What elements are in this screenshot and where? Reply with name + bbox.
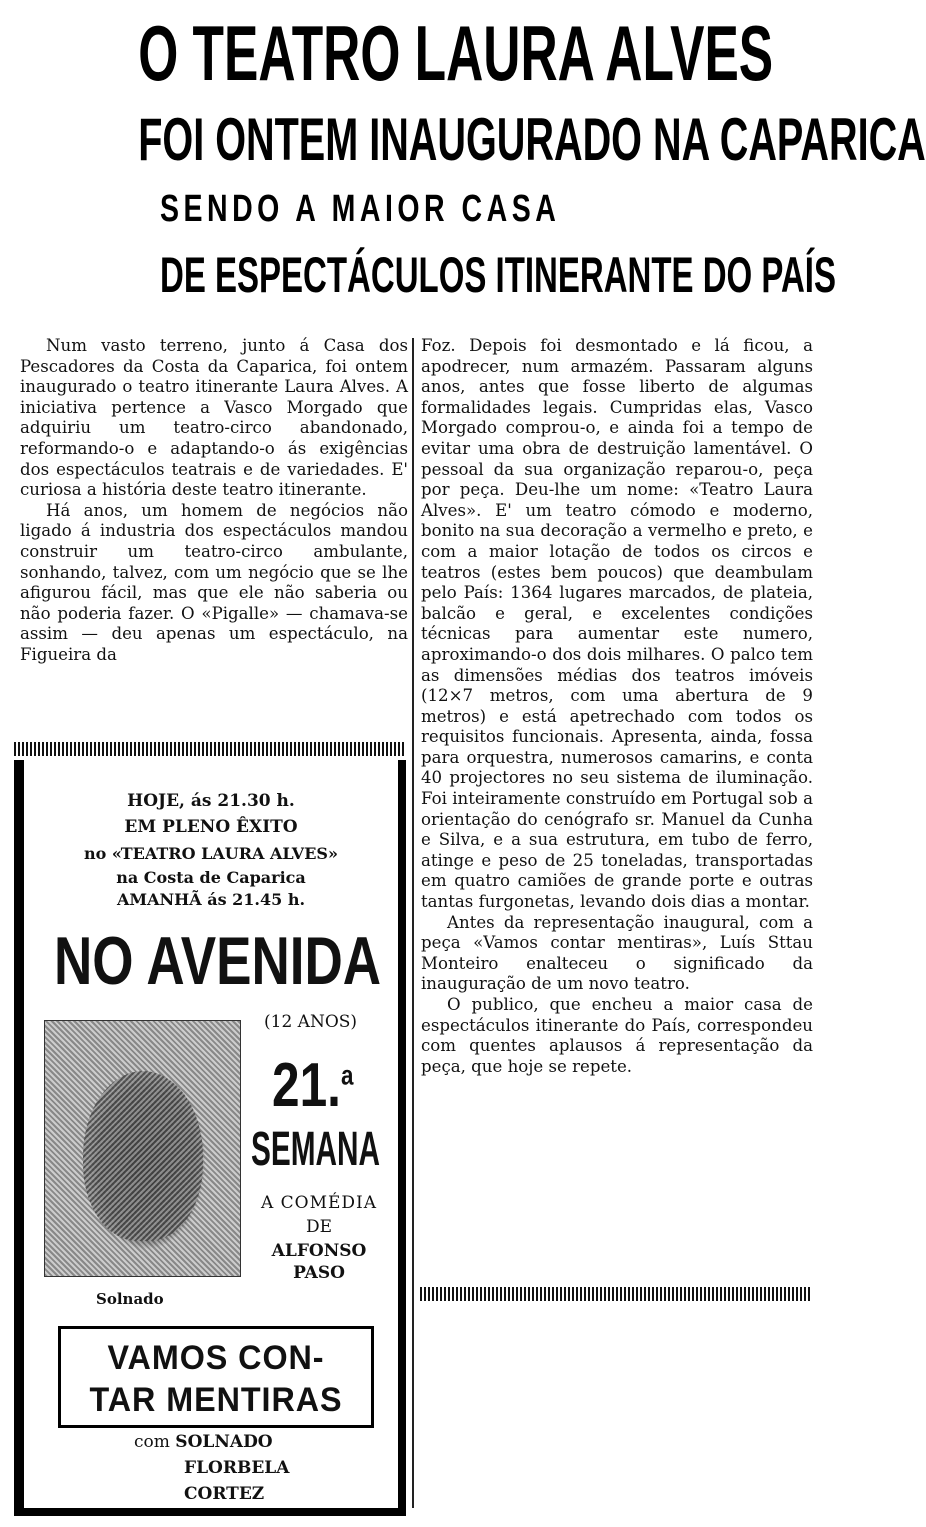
ad-age-rating: (12 ANOS) xyxy=(264,1012,358,1032)
actor-photo xyxy=(44,1020,241,1277)
photo-caption: Solnado xyxy=(96,1290,164,1308)
headline-sub1: SENDO A MAIOR CASA xyxy=(160,188,561,230)
play-title-line2: TAR MENTIRAS xyxy=(89,1381,343,1419)
cast-member: CORTEZ xyxy=(184,1484,265,1504)
play-title-box xyxy=(58,1326,374,1428)
actor-face-image xyxy=(83,1071,203,1241)
ad-week-number xyxy=(272,1050,353,1121)
ad-week-number-ordinal: a xyxy=(340,1059,354,1091)
paragraph: Num vasto terreno, junto á Casa dos Pescadores da Costa da Caparica, foi ontem inaugurado o teatro itinerante Laura Alves. A iniciativa pertence a Vasco Morgado que adquiriu um teatro-circo abandonado, reformando-o e adaptando-o ás exigências dos espectáculos teatrais e de variedades. E' curiosa a história deste teatro itinerante. xyxy=(20,336,408,500)
ad-location-line: na Costa de Caparica xyxy=(116,868,306,887)
paragraph: Há anos, um homem de negócios não ligado á industria dos espectáculos mandou construir um teatro-circo ambulante, sonhando, talvez, com um negócio que se lhe afigurou fácil, mas que ele não saberia ou não poderia fazer. O «Pigalle» — chamava-se assim — deu apenas um espectáculo, na Figueira da xyxy=(20,500,408,664)
ad-genre: A COMÉDIA xyxy=(260,1193,378,1213)
ad-week-number-value: 21. xyxy=(272,1051,341,1120)
cast-line1 xyxy=(134,1432,273,1452)
hatch-divider xyxy=(14,742,406,756)
ad-showtime-today: HOJE, ás 21.30 h. xyxy=(127,791,295,811)
column-divider xyxy=(412,338,414,1508)
paragraph: Foz. Depois foi desmontado e lá ficou, a apodrecer, num armazém. Passaram alguns anos, antes que fosse liberto de algumas formalidades legais. Cumpridas elas, Vasco Morgado comprou-o, e ainda foi a tempo de evitar uma obra de destruição lamentável. O pessoal da sua organização reparou-o, peça por peça. Deu-lhe um nome: «Teatro Laura Alves». E' um teatro cómodo e moderno, bonito na sua decoração a vermelho e preto, e com a maior lotação de todos os circos e teatros (estes bem poucos) que deambulam pelo País: 1364 lugares marcados, de plateia, balcão e geral, e excelentes condições técnicas para aumentar este numero, aproximando-o dos dois milhares. O palco tem as dimensões médias dos teatros imóveis (12×7 metros, com uma abertura de 9 metros) e está apetrechado com todos os requisitos funcionais. Apresenta, ainda, fossa para orquestra, numerosos camarins, e conta 40 projectores no seu sistema de iluminação. Foi inteiramente construído em Portugal sob a orientação do cenógrafo sr. Manuel da Cunha e Silva, e a sua estrutura, em tubo de ferro, atinge e peso de 25 toneladas, transportadas em quatro camiões de grande porte e outras tantas furgonetas, levando dois dias a montar. xyxy=(421,336,813,912)
ad-success-line: EM PLENO ÊXITO xyxy=(124,817,298,837)
headline-sub2: DE ESPECTÁCULOS ITINERANTE DO PAÍS xyxy=(160,247,836,303)
headline-second: FOI ONTEM INAUGURADO NA CAPARICA xyxy=(138,106,926,173)
paragraph: Antes da representação inaugural, com a peça «Vamos contar mentiras», Luís Sttau Monteiro enalteceu o significado da inauguração de um novo teatro. xyxy=(421,912,813,994)
hatch-divider xyxy=(420,1287,810,1301)
cast-prefix: com xyxy=(134,1432,170,1452)
ad-de: DE xyxy=(305,1217,333,1237)
ad-week-label: SEMANA xyxy=(251,1123,380,1176)
article-right-column xyxy=(421,336,813,1077)
cast-member: SOLNADO xyxy=(175,1432,273,1452)
theatre-advertisement xyxy=(14,760,406,1516)
article-left-column xyxy=(20,336,408,666)
headline-main: O TEATRO LAURA ALVES xyxy=(138,9,774,97)
paragraph: O publico, que encheu a maior casa de espectáculos itinerante do País, correspondeu com quentes aplausos á representação da peça, que hoje se repete. xyxy=(421,995,813,1076)
ad-theatre-line: no «TEATRO LAURA ALVES» xyxy=(84,844,338,863)
ad-author-first: ALFONSO xyxy=(271,1241,367,1261)
ad-showtime-tomorrow: AMANHÃ ás 21.45 h. xyxy=(116,890,306,909)
cast-member: FLORBELA xyxy=(184,1458,290,1478)
ad-venue-title: NO AVENIDA xyxy=(54,923,382,999)
ad-author-last: PASO xyxy=(293,1263,345,1283)
play-title-line1: VAMOS CON- xyxy=(107,1339,325,1377)
